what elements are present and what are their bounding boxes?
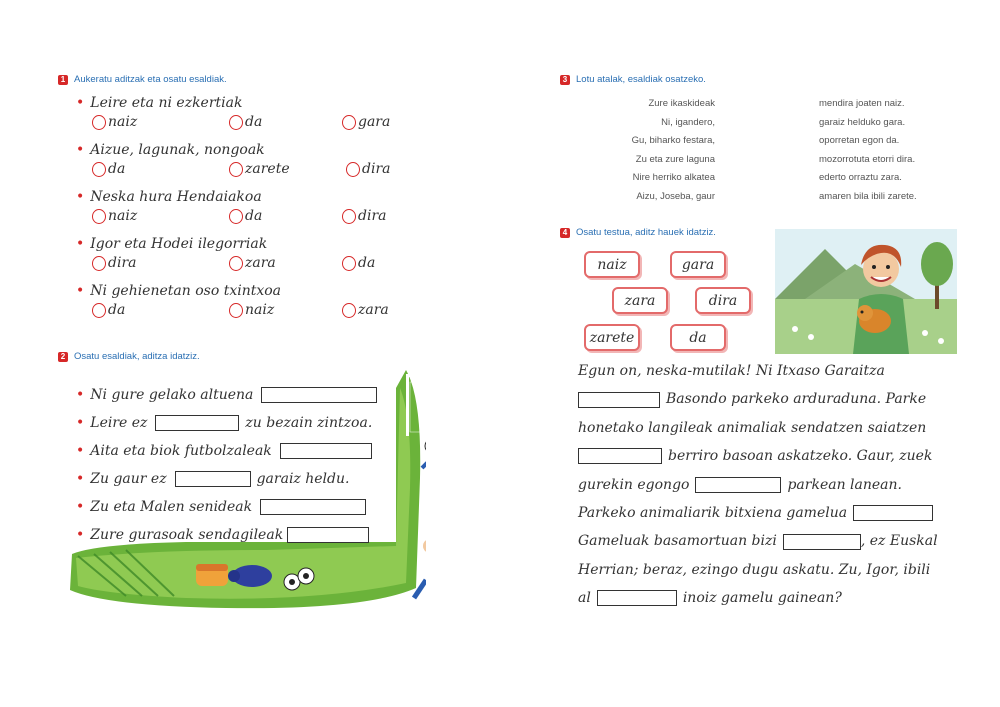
verb-card-da[interactable]: da — [670, 324, 726, 351]
text-line: Basondo parkeko arduraduna. Parke — [578, 385, 978, 413]
answer-input[interactable] — [578, 392, 660, 408]
exercise-3-title: Lotu atalak, esaldiak osatzeko. — [576, 74, 706, 85]
match-left-item[interactable]: Zu eta zure laguna — [635, 153, 715, 165]
answer-input[interactable] — [287, 527, 369, 543]
answer-input[interactable] — [260, 499, 366, 515]
match-left-item[interactable]: Ni, igandero, — [661, 116, 715, 128]
match-right-item[interactable]: mendira joaten naiz. — [819, 98, 905, 109]
exercise-3-left-column — [560, 98, 715, 210]
exercise-2-sentences — [76, 381, 406, 549]
option-radio[interactable]: da — [92, 302, 125, 318]
text-line: gurekin egongo parkean lanean. — [578, 476, 902, 493]
exercise-3-number: 3 — [560, 75, 570, 85]
exercise-4-header — [560, 227, 716, 238]
exercise-1-number: 1 — [58, 75, 68, 85]
radio-circle-icon[interactable] — [342, 303, 356, 318]
verb-card-zarete[interactable]: zarete — [584, 324, 640, 351]
answer-input[interactable] — [695, 477, 781, 493]
option-radio[interactable]: dira — [346, 161, 390, 177]
exercise-1-title: Aukeratu aditzak eta osatu esaldiak. — [74, 74, 227, 85]
option-radio[interactable]: naiz — [92, 114, 137, 130]
option-radio[interactable]: naiz — [92, 208, 137, 224]
option-radio[interactable]: zarete — [229, 161, 290, 177]
radio-circle-icon[interactable] — [229, 115, 243, 130]
exercise-4-number: 4 — [560, 228, 570, 238]
options-row — [76, 208, 416, 233]
radio-circle-icon[interactable] — [342, 115, 356, 130]
option-radio[interactable]: da — [342, 255, 375, 271]
exercise-1-list — [76, 92, 416, 327]
option-radio[interactable]: da — [229, 208, 262, 224]
options-row — [76, 161, 416, 186]
match-right-item[interactable]: mozorrotuta etorri dira. — [819, 153, 916, 165]
text-line: al inoiz gamelu gainean? — [578, 590, 842, 607]
match-left-item[interactable]: Aizu, Joseba, gaur — [636, 190, 715, 202]
list-item: • Zu eta Malen senideak — [76, 493, 406, 521]
exercise-3-right-column — [819, 98, 969, 210]
radio-circle-icon[interactable] — [229, 209, 243, 224]
text-line: honetako langileak animaliak sendatzen saiatzen — [578, 419, 927, 436]
radio-circle-icon[interactable] — [229, 256, 243, 271]
option-radio[interactable]: naiz — [229, 302, 274, 318]
option-radio[interactable]: dira — [92, 255, 136, 271]
answer-input[interactable] — [578, 448, 662, 464]
options-row — [76, 255, 416, 280]
answer-input[interactable] — [280, 443, 372, 459]
option-radio[interactable]: dira — [342, 208, 386, 224]
option-radio[interactable]: da — [229, 114, 262, 130]
answer-input[interactable] — [261, 387, 377, 403]
option-radio[interactable]: da — [92, 161, 125, 177]
exercise-2-number: 2 — [58, 352, 68, 362]
options-row — [76, 302, 416, 327]
match-left-item[interactable]: Zure ikaskideak — [648, 98, 715, 109]
match-right-item[interactable]: amaren bila ibili zarete. — [819, 190, 917, 202]
bag-icon — [196, 564, 228, 586]
radio-circle-icon[interactable] — [92, 162, 106, 177]
answer-input[interactable] — [155, 415, 239, 431]
radio-circle-icon[interactable] — [342, 209, 356, 224]
list-item: • Neska hura Hendaiakoa — [76, 189, 262, 205]
park-ranger-illustration — [775, 229, 957, 354]
exercise-3-header — [560, 74, 706, 85]
exercise-4-text — [578, 357, 978, 613]
radio-circle-icon[interactable] — [92, 303, 106, 318]
list-item: • Igor eta Hodei ilegorriak — [76, 236, 268, 252]
radio-circle-icon[interactable] — [346, 162, 360, 177]
list-item: • Aizue, lagunak, nongoak — [76, 142, 265, 158]
match-right-item[interactable]: ederto orraztu zara. — [819, 172, 902, 184]
verb-card-dira[interactable]: dira — [695, 287, 751, 314]
radio-circle-icon[interactable] — [92, 115, 106, 130]
answer-input[interactable] — [783, 534, 861, 550]
match-right-item[interactable]: oporretan egon da. — [819, 135, 900, 147]
text-line: berriro basoan askatzeko. Gaur, zuek — [578, 442, 978, 470]
option-radio[interactable]: gara — [342, 114, 390, 130]
answer-input[interactable] — [597, 590, 677, 606]
radio-circle-icon[interactable] — [92, 256, 106, 271]
options-row — [76, 114, 416, 139]
answer-input[interactable] — [853, 505, 933, 521]
list-item: • Leire ez zu bezain zintzoa. — [76, 415, 373, 431]
exercise-4-title: Osatu testua, aditz hauek idatziz. — [576, 227, 716, 238]
radio-circle-icon[interactable] — [229, 162, 243, 177]
match-left-item[interactable]: Gu, biharko festara, — [631, 135, 715, 147]
list-item: • Zure gurasoak sendagileak — [76, 521, 406, 549]
text-line: Parkeko animaliarik bitxiena gamelua — [578, 499, 978, 527]
list-item: • Leire eta ni ezkertiak — [76, 95, 243, 111]
option-radio[interactable]: zara — [229, 255, 276, 271]
list-item: • Zu gaur ez garaiz heldu. — [76, 471, 350, 487]
radio-circle-icon[interactable] — [342, 256, 356, 271]
list-item: • Aita eta biok futbolzaleak — [76, 437, 406, 465]
text-line: Gameluak basamortuan bizi , ez Euskal — [578, 533, 938, 550]
match-right-item[interactable]: garaiz helduko gara. — [819, 116, 906, 128]
verb-card-naiz[interactable]: naiz — [584, 251, 640, 278]
list-item: • Ni gehienetan oso txintxoa — [76, 283, 282, 299]
verb-card-zara[interactable]: zara — [612, 287, 668, 314]
list-item: • Ni gure gelako altuena — [76, 381, 406, 409]
text-line: Egun on, neska-mutilak! Ni Itxaso Garaitza — [578, 363, 885, 379]
text-line: Herrian; beraz, ezingo dugu askatu. Zu, Igor, ibili — [578, 561, 931, 578]
exercise-1-header — [58, 74, 227, 85]
verb-card-gara[interactable]: gara — [670, 251, 726, 278]
radio-circle-icon[interactable] — [92, 209, 106, 224]
option-radio[interactable]: zara — [342, 302, 389, 318]
radio-circle-icon[interactable] — [229, 303, 243, 318]
match-left-item[interactable]: Nire herriko alkatea — [632, 172, 715, 184]
answer-input[interactable] — [175, 471, 251, 487]
exercise-2-title: Osatu esaldiak, aditza idatziz. — [74, 351, 200, 362]
